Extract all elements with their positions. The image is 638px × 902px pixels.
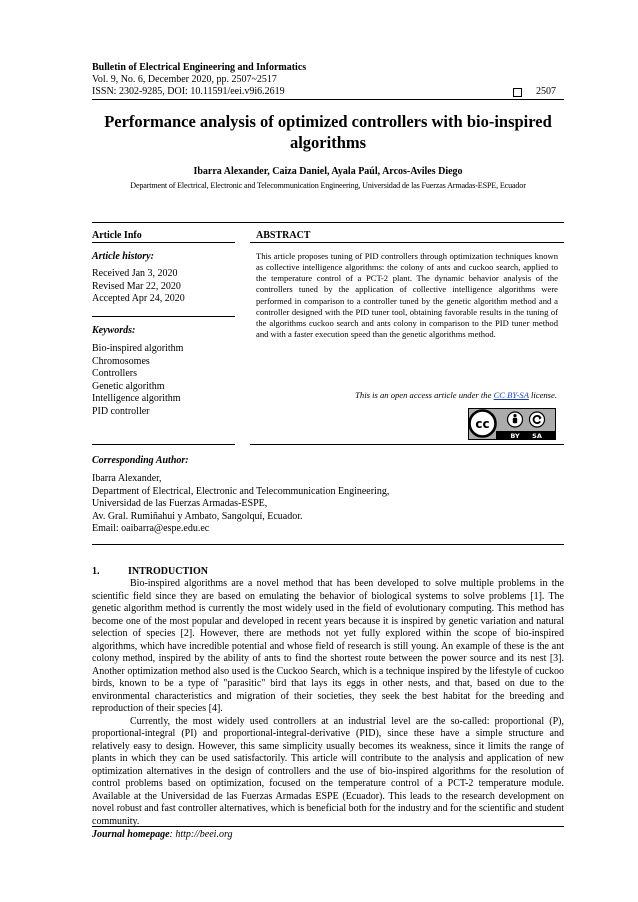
abstract-paragraph: This article proposes tuning of PID controllers through optimization techniques known as collective intelligence algorithms: the colony of ants and cuckoo search, applied to the temperature control of a PCT-2 plant. The dynamic behavior analysis of the controllers tuned by the application of collective intelligence algorithms were performed in comparison to a controller tuned by the genetic algorithm method and a controller designed with the PID tuner tool, obtaining favorable results in the tuning of the algorithms cuckoo search and ants colony in comparison to the PID tuner method and with a faster execution speed than the genetic algorithms method. — [256, 251, 558, 340]
abstract-bottom-rule — [250, 444, 564, 445]
keywords-rule — [92, 444, 235, 445]
page-number-group — [513, 86, 556, 98]
cc-badge-cc: cc — [475, 417, 490, 431]
journal-homepage — [92, 829, 232, 840]
abstract-text — [256, 251, 558, 340]
keyword-item: Chromosomes — [92, 355, 150, 367]
keyword-item: Intelligence algorithm — [92, 393, 181, 404]
section-rule-top — [92, 222, 564, 223]
open-access-suffix: license. — [528, 390, 557, 400]
keyword-item: Genetic algorithm — [92, 380, 165, 392]
journal-name: Bulletin of Electrical Engineering and Informatics — [92, 62, 307, 73]
corresponding-email: Email: oaibarra@espe.edu.ec — [92, 523, 210, 534]
corresponding-author-label: Corresponding Author: — [92, 455, 189, 466]
volume-info: Vol. 9, No. 6, December 2020, pp. 2507~2517 — [92, 74, 277, 85]
license-link[interactable]: CC BY-SA — [493, 390, 529, 400]
history-revised: Revised Mar 22, 2020 — [92, 280, 181, 292]
cc-badge-sa: SA — [532, 432, 542, 440]
article-info-heading: Article Info — [92, 230, 142, 241]
open-access-note — [355, 390, 557, 400]
checkbox-square-icon — [513, 88, 522, 97]
keywords-list — [92, 343, 183, 418]
paragraph: Bio-inspired algorithms are a novel method that has been developed to solve multiple problems in the scientific field since they are based on emulating the behavior of biological systems to solve problems [1]. The genetic algorithm method is currently the most widely used in the field of evolutionary computing. This method has become one of the most popular and developed in recent years because it is inspired by genetic variation and natural selection of species [2]. However, there are methods not yet fully explored within the scope of bio-inspired algorithms, which have incredible potential and whose field of research is still young. An example of these is the ant colony method, inspired by the ability of ants to find the shortest route between the power source and its nest [3]. Another optimization method also used is the Cuckoo Search, which is a technique inspired by the lifestyle of cuckoo birds, known to be a type of "parasitic" bird that lays its eggs in other nests, and that, based on due to the environmental characteristics and migration of their societies, they seek the best habitat for the breeding and reproduction of their species [4]. — [92, 578, 564, 714]
open-access-prefix: This is an open access article under the — [355, 390, 494, 400]
corresponding-university: Universidad de las Fuerzas Armadas-ESPE, — [92, 498, 268, 509]
affiliation: Department of Electrical, Electronic and Telecommunication Engineering, Universidad de las Fuerzas Armadas-ESPE, Ecuador — [130, 181, 526, 190]
history-accepted: Accepted Apr 24, 2020 — [92, 293, 185, 304]
corresponding-name: Ibarra Alexander, — [92, 473, 162, 484]
homepage-label: Journal homepage — [92, 829, 170, 840]
section-number: 1. — [92, 566, 100, 577]
corresponding-rule — [92, 544, 564, 545]
section-heading: INTRODUCTION — [128, 566, 209, 577]
corresponding-author-details — [92, 473, 389, 536]
history-rule — [92, 316, 235, 317]
article-history-list — [92, 268, 185, 306]
article-info-rule — [92, 242, 235, 243]
page-number: 2507 — [536, 86, 556, 97]
keyword-item: Controllers — [92, 368, 137, 379]
paragraph: Currently, the most widely used controllers at an industrial level are the so-called: proportional (P), proportional-integral (PI) and proportional-integral-derivative (PID), since these have a simple structure and relatively easy to design. However, this same simplicity usually becomes its weakness, since it limits the range of plants in which they can be used satisfactorily. This article will contribute to the analysis and application of new optimization alternatives in the design of controllers and the use of bio-inspired algorithms for the resolution of control problems based on optimization, focused on the temperature control of a PCT-2 temperature module. Available at the Universidad de las Fuerzas Armadas ESPE (Ecuador). This leads to the research development on novel robust and fast controller alternatives, which is beneficial both for the industry and for the scientific and student community. — [92, 715, 564, 827]
keyword-item: Bio-inspired algorithm — [92, 343, 184, 354]
corresponding-address: Av. Gral. Rumiñahui y Ambato, Sangolquí, Ecuador. — [92, 510, 303, 522]
homepage-url[interactable]: : http://beei.org — [169, 829, 233, 840]
paper-title: Performance analysis of optimized controllers with bio-inspired algorithms — [104, 112, 552, 152]
keyword-item: PID controller — [92, 405, 150, 417]
introduction-body — [92, 578, 564, 828]
abstract-rule — [250, 242, 564, 243]
corresponding-department: Department of Electrical, Electronic and Telecommunication Engineering, — [92, 485, 390, 497]
footer-rule — [92, 826, 564, 827]
issn-doi: ISSN: 2302-9285, DOI: 10.11591/eei.v9i6.2619 — [92, 86, 285, 97]
abstract-heading: ABSTRACT — [256, 230, 311, 241]
article-history-label: Article history: — [92, 251, 154, 262]
authors: Ibarra Alexander, Caiza Daniel, Ayala Paúl, Arcos-Aviles Diego — [193, 166, 463, 177]
cc-by-sa-badge-icon — [468, 408, 556, 440]
cc-badge-by: BY — [510, 432, 520, 440]
header-rule — [92, 99, 564, 100]
keywords-label: Keywords: — [92, 325, 136, 336]
history-received: Received Jan 3, 2020 — [92, 268, 178, 279]
